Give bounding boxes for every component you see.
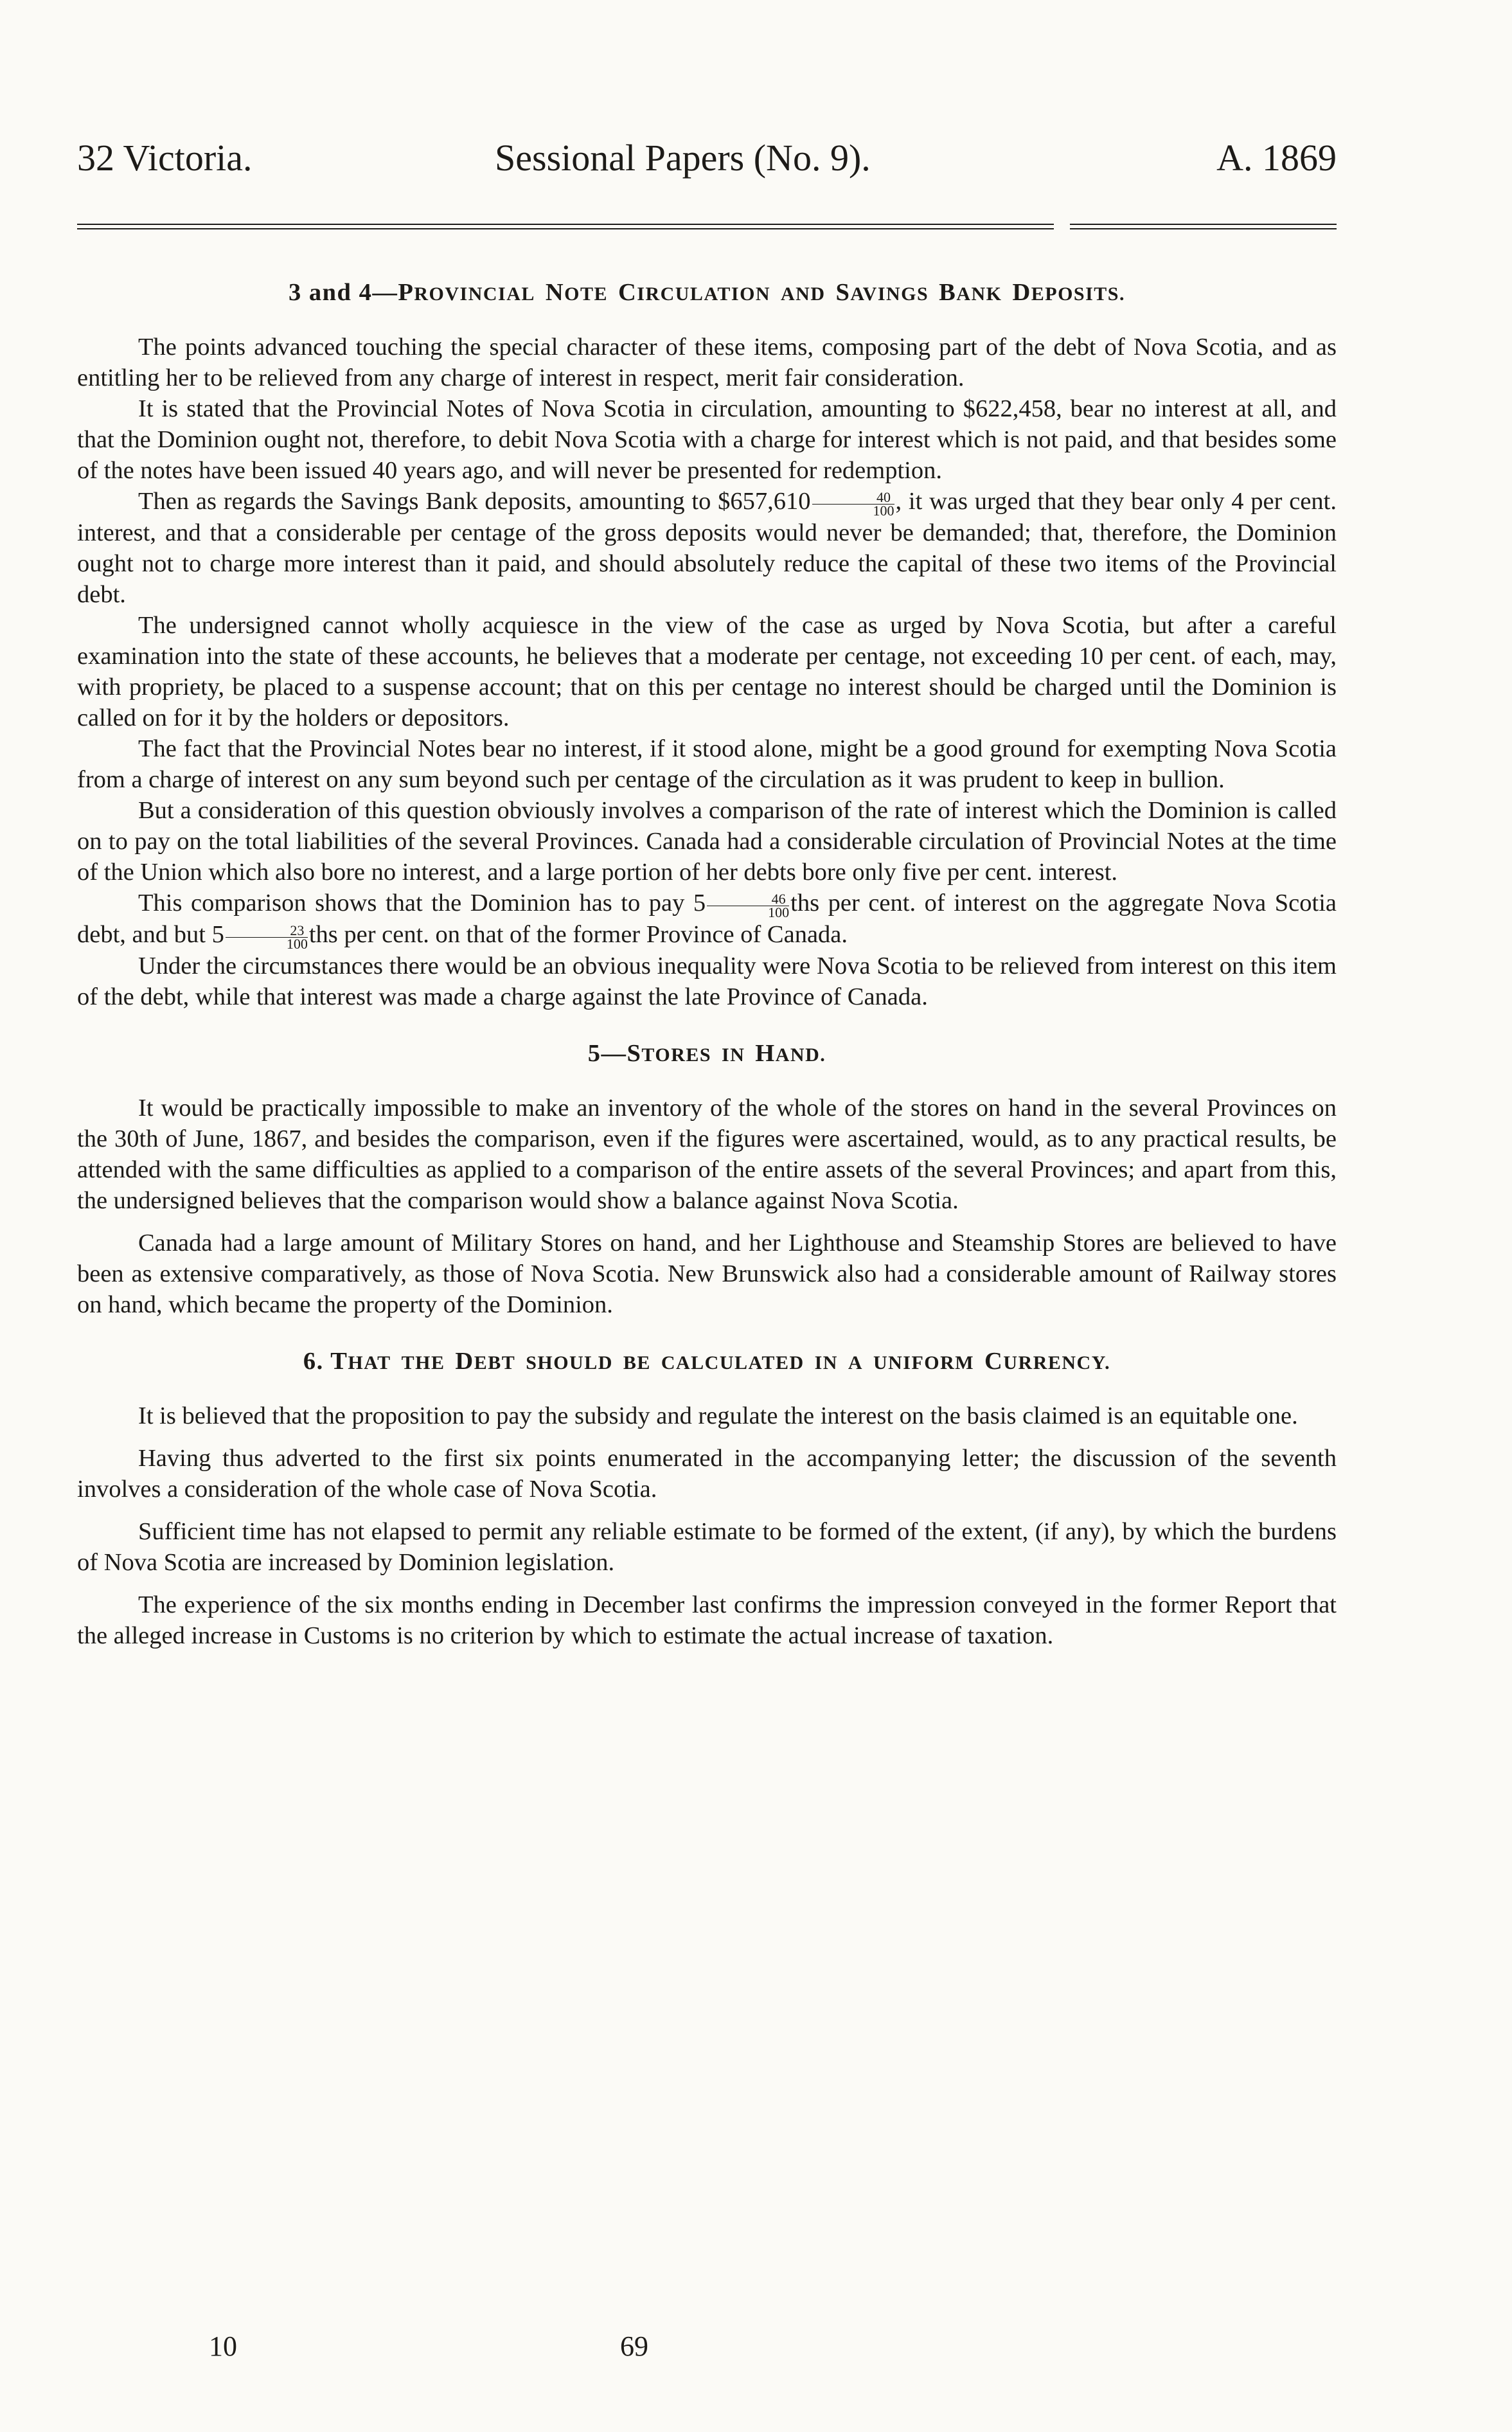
paragraph: The undersigned cannot wholly acquiesce in the view of the case as urged by Nova Scotia, but after a careful examination into the state of these accounts, he believes that a moderate per centage, not exceeding 10 per cent. of each, may, with propriety, be placed to a suspense account; that on this per centage no interest should be charged until the Dominion is called on for it by the holders or depositors.: [77, 612, 1337, 731]
heading-word: STORES: [627, 1040, 712, 1067]
heading-word: IN: [814, 1352, 838, 1373]
header-session: 32 Victoria.: [77, 137, 253, 179]
section-heading-6: [77, 1342, 1337, 1379]
paragraph: Canada had a large amount of Military Stores on hand, and her Lighthouse and Steamship Stores are believed to have been as extensive comparatively, as those of Nova Scotia. New Brunswick also had a considerable amount of Railway stores on hand, which became the property of the Dominion.: [77, 1229, 1337, 1318]
paragraph: Under the circumstances there would be an obvious inequality were Nova Scotia to be relieved from interest on this item of the debt, while that interest was made a charge against the late Province of Canada.: [77, 952, 1337, 1010]
heading-word: BE: [623, 1352, 651, 1373]
paragraph: It is believed that the proposition to pay the subsidy and regulate the interest on the basis claimed is an equitable one.: [138, 1402, 1298, 1429]
heading-word: NOTE: [545, 279, 609, 306]
signature-mark: 10: [209, 2330, 237, 2362]
paragraph: The experience of the six months ending in December last confirms the impression conveyed in the former Report that the alleged increase in Customs is no criterion by which to estimate the actual increase of taxation.: [77, 1591, 1337, 1649]
paragraph: Sufficient time has not elapsed to permit any reliable estimate to be formed of the extent, (if any), by which the burdens of Nova Scotia are increased by Dominion legislation.: [77, 1518, 1337, 1576]
heading-word: BANK: [939, 279, 1002, 306]
header-title: Sessional Papers (No. 9).: [495, 137, 871, 179]
heading-word: A: [848, 1352, 864, 1373]
heading-word: PROVINCIAL: [398, 279, 535, 306]
heading-word: CURRENCY.: [984, 1348, 1111, 1375]
paragraph-comparison: This comparison shows that the Dominion has to pay 5 $\frac{46}{100}$ ths per cent. of interest on the aggregate Nova Scotia debt, and but 5 $\frac{23}{100}$ ths per cent. on that of the former Province of Canada.: [77, 890, 1337, 952]
paragraph: The points advanced touching the special character of these items, composing part of the debt of Nova Scotia, and as entitling her to be relieved from any charge of interest in respect, merit fair consideration.: [77, 334, 1337, 391]
heading-word: HAND.: [755, 1040, 826, 1067]
heading-word: SHOULD: [526, 1352, 613, 1373]
heading-word: IN: [722, 1044, 745, 1066]
heading-word: UNIFORM: [873, 1352, 975, 1373]
heading-number: 5—: [587, 1040, 627, 1067]
heading-word: DEPOSITS.: [1012, 279, 1125, 306]
heading-number: 3 and 4—: [289, 279, 398, 306]
paragraph: It is stated that the Provincial Notes of Nova Scotia in circulation, amounting to $622,458, bear no interest at all, and that the Dominion ought not, therefore, to debit Nova Scotia with a charge for interest which is not paid, and that besides some of the notes have been issued 40 years ago, and will never be presented for redemption.: [77, 395, 1337, 484]
heading-number: 6.: [303, 1348, 331, 1375]
document-body: [77, 273, 1337, 1651]
fraction: $\frac{46}{100}$: [707, 893, 789, 919]
paragraph: It would be practically impossible to make an inventory of the whole of the stores on hand in the several Provinces on the 30th of June, 1867, and besides the comparison, even if the figures were ascertained, would, as to any practical results, be attended with the same difficulties as applied to a comparison of the entire assets of the several Provinces; and apart from this, the undersigned believes that the comparison would show a balance against Nova Scotia.: [77, 1095, 1337, 1214]
fraction: $\frac{40}{100}$: [812, 491, 894, 517]
paragraph: Having thus adverted to the first six points enumerated in the accompanying letter; the discussion of the seventh involves a consideration of the whole case of Nova Scotia.: [77, 1445, 1337, 1503]
section-heading-5: [77, 1034, 1337, 1071]
header-rule-short: [1070, 224, 1337, 229]
heading-word: THAT: [330, 1348, 391, 1375]
header-year: A. 1869: [1216, 137, 1337, 179]
page-number: 69: [620, 2330, 648, 2362]
heading-word: DEBT: [455, 1348, 516, 1375]
paragraph: The fact that the Provincial Notes bear no interest, if it stood alone, might be a good ground for exempting Nova Scotia from a charge of interest on any sum beyond such per centage of the circulation as it was prudent to keep in bullion.: [77, 735, 1337, 793]
heading-word: AND: [781, 283, 826, 305]
section-heading-3-4: [77, 273, 1337, 310]
heading-word: CALCULATED: [661, 1352, 805, 1373]
heading-word: THE: [401, 1352, 445, 1373]
heading-word: CIRCULATION: [618, 279, 771, 306]
paragraph-savings-bank: Then as regards the Savings Bank deposits, amounting to $657,610 $\frac{40}{100}$ , it was urged that they bear only 4 per cent. interest, and that a considerable per centage of the gross deposits would never be demanded; that, therefore, the Dominion ought not to charge more interest than it paid, and should absolutely reduce the capital of these two items of the Provincial debt.: [77, 488, 1337, 608]
header-rule: [77, 224, 1054, 229]
heading-word: SAVINGS: [835, 279, 929, 306]
running-header: [77, 136, 1337, 188]
paragraph: But a consideration of this question obviously involves a comparison of the rate of interest which the Dominion is called on to pay on the total liabilities of the several Provinces. Canada had a considerable circulation of Provincial Notes at the time of the Union which also bore no interest, and a large portion of her debts bore only five per cent. interest.: [77, 797, 1337, 886]
fraction: $\frac{23}{100}$: [226, 924, 308, 951]
